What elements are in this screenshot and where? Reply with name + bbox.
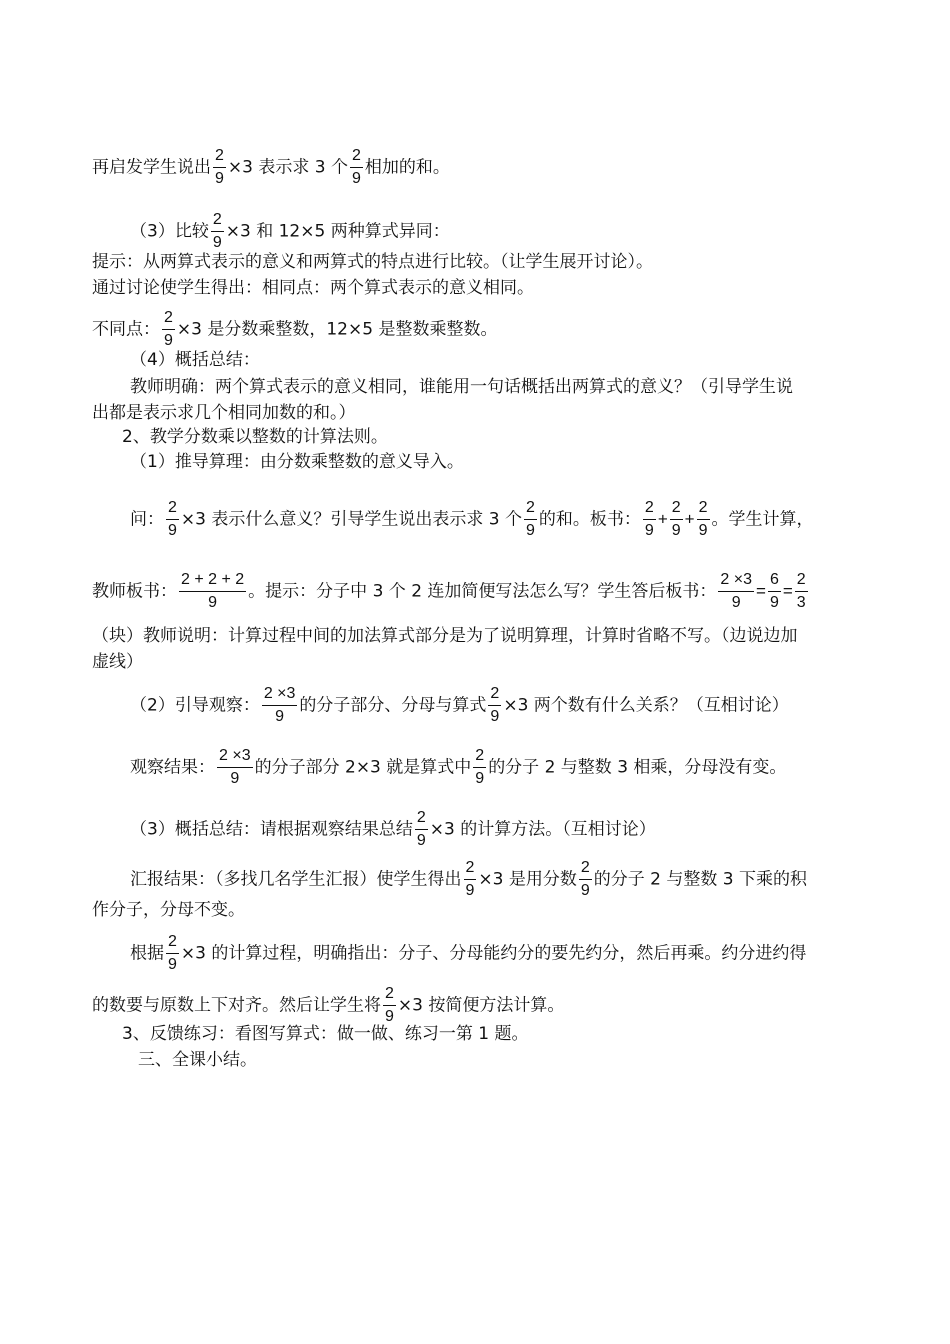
fraction [213,146,226,189]
denominator: 9 [769,594,779,611]
numerator: 2 ×3 [263,685,296,702]
paragraph-line: （4）概括总结： [130,350,260,370]
fraction [350,146,363,189]
fraction [768,570,781,613]
denominator: 9 [352,170,361,187]
numerator: 2 [475,747,485,764]
text: 的和。板书： [538,509,641,530]
fraction [415,808,428,851]
fraction [697,498,710,541]
text: ×3 和 12×5 两种算式异同： [225,221,450,242]
text: ×3 表示求 3 个 [227,157,348,178]
numerator: 2 ×3 [219,747,251,764]
fraction [383,984,396,1027]
text: （3）比较 [130,221,209,242]
paragraph-line: 3、反馈练习：看图写算式：做一做、练习一第 1 题。 [122,1024,529,1044]
numerator: 2 [796,571,806,588]
numerator: 2 [168,933,177,950]
text: ×3 两个数有什么关系？（互相讨论） [503,695,789,716]
fraction [464,858,477,901]
paragraph-line: 三、全课小结。 [138,1050,257,1070]
text: 相加的和。 [364,157,450,178]
text: 的分子部分 2×3 就是算式中 [254,757,472,778]
fraction [795,570,808,613]
fraction [473,746,486,789]
numerator: 2 [526,499,535,516]
denominator: 9 [168,522,177,539]
numerator: 2 [352,147,361,164]
paragraph-line: 通过讨论使学生得出：相同点：两个算式表示的意义相同。 [92,278,534,298]
paragraph-line [92,308,497,351]
denominator: 9 [212,234,222,251]
text: （3）概括总结：请根据观察结果总结 [130,819,413,840]
numerator: 2 ×3 [720,571,753,588]
paragraph-line [130,210,450,253]
numerator: 2 [385,985,394,1002]
text: 。提示：分子中 3 个 2 连加简便写法怎么写？学生答后板书： [248,581,717,602]
text: 问： [130,509,164,530]
text: 观察结果： [130,757,215,778]
denominator: 9 [164,332,173,349]
numerator: 6 [769,571,779,588]
paragraph-line [92,146,450,189]
denominator: 9 [731,594,741,611]
fraction [643,498,656,541]
paragraph-line: （块）教师说明：计算过程中间的加法算式部分是为了说明算理，计算时省略不写。（边说边加 [92,626,798,646]
fraction [162,308,175,351]
text: ×3 的计算过程，明确指出：分子、分母能约分的要先约分，然后再乘。约分进约得 [180,943,807,964]
paragraph-line [130,808,656,851]
paragraph-line [92,984,564,1027]
numerator: 2 [465,859,475,876]
numerator: 2 [215,147,224,164]
numerator: 2 [168,499,177,516]
numerator: 2 [490,685,500,702]
text: 的分子部分、分母与算式 [299,695,487,716]
paragraph-line: 出都是表示求几个相同加数的和。） [92,403,356,423]
paragraph-line: 作分子，分母不变。 [92,900,245,920]
equals-sign: = [756,581,766,601]
denominator: 9 [671,522,681,539]
numerator: 2 [416,809,426,826]
denominator: 9 [168,956,177,973]
equals-sign: = [782,581,793,601]
numerator: 2 [644,499,654,516]
plus-sign: + [684,509,695,529]
paragraph-line [130,858,807,901]
denominator: 9 [275,708,285,725]
paragraph-line: 教师明确：两个算式表示的意义相同，谁能用一句话概括出两算式的意义？（引导学生说 [130,377,793,397]
numerator: 2 [698,499,708,516]
paragraph-line [130,932,806,975]
text: 根据 [130,943,164,964]
text: 再启发学生说出 [92,157,211,178]
paragraph-line [130,684,789,727]
numerator: 2 + 2 + 2 [181,571,245,588]
fraction [262,684,298,727]
text: 教师板书： [92,581,177,602]
paragraph-line [92,570,810,613]
text: 的数要与原数上下对齐。然后让学生将 [92,995,381,1016]
text: 不同点： [92,319,160,340]
paragraph-line: 虚线） [92,652,143,672]
denominator: 9 [208,594,218,611]
fraction [670,498,683,541]
denominator: 9 [230,770,240,787]
fraction [211,210,224,253]
denominator: 9 [215,170,224,187]
fraction [179,570,246,613]
paragraph-line [130,746,786,789]
paragraph-line: 2、教学分数乘以整数的计算法则。 [122,427,388,447]
paragraph-line: 提示：从两算式表示的意义和两算式的特点进行比较。（让学生展开讨论）。 [92,252,653,272]
numerator: 2 [671,499,681,516]
fraction [217,746,253,789]
text: ×3 按简便方法计算。 [397,995,565,1016]
numerator: 2 [164,309,173,326]
text: 。学生计算， [711,509,814,530]
text: ×3 是分数乘整数，12×5 是整数乘整数。 [176,319,498,340]
text: ×3 表示什么意义？引导学生说出表示求 3 个 [180,509,522,530]
text: 的分子 2 与整数 3 下乘的积 [593,869,808,890]
denominator: 9 [490,708,500,725]
paragraph-line [130,498,814,541]
text: 汇报结果：（多找几名学生汇报）使学生得出 [130,869,462,890]
denominator: 9 [416,832,426,849]
denominator: 9 [644,522,654,539]
denominator: 3 [796,594,806,611]
numerator: 2 [580,859,590,876]
denominator: 9 [465,882,475,899]
fraction [718,570,754,613]
fraction [579,858,592,901]
fraction [166,498,179,541]
denominator: 9 [385,1008,394,1025]
fraction [166,932,179,975]
numerator: 2 [212,211,222,228]
paragraph-line: （1）推导算理：由分数乘整数的意义导入。 [130,452,464,472]
fraction [488,684,501,727]
text: ×3 是用分数 [478,869,577,890]
text: ×3 的计算方法。（互相讨论） [429,819,656,840]
denominator: 9 [526,522,535,539]
text: （2）引导观察： [130,695,260,716]
denominator: 9 [698,522,708,539]
denominator: 9 [580,882,590,899]
plus-sign: + [657,509,668,529]
text: 的分子 2 与整数 3 相乘，分母没有变。 [488,757,787,778]
denominator: 9 [475,770,485,787]
fraction [524,498,537,541]
